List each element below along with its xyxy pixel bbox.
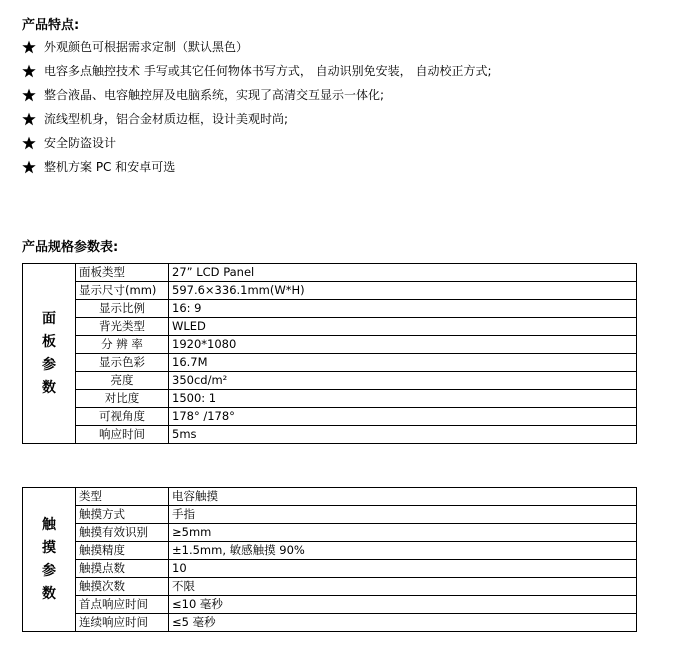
param-value: 16.7M bbox=[169, 354, 637, 372]
group-char: 摸 bbox=[42, 539, 56, 556]
table-row bbox=[23, 390, 637, 408]
star-bullet-icon bbox=[22, 64, 36, 78]
param-value: ≤10 毫秒 bbox=[169, 596, 637, 614]
param-value: ≥5mm bbox=[169, 524, 637, 542]
table-row bbox=[23, 488, 637, 506]
feature-text: 整合液晶、电容触控屏及电脑系统，实现了高清交互显示一体化; bbox=[44, 88, 385, 102]
group-char: 面 bbox=[42, 310, 56, 327]
table-row bbox=[23, 542, 637, 560]
feature-item bbox=[22, 62, 492, 79]
group-label bbox=[23, 488, 76, 632]
feature-text: 安全防盗设计 bbox=[44, 136, 117, 150]
group-char: 数 bbox=[42, 379, 56, 396]
table-row bbox=[23, 524, 637, 542]
table-row bbox=[23, 354, 637, 372]
param-label: 响应时间 bbox=[76, 426, 169, 444]
param-value: WLED bbox=[169, 318, 637, 336]
group-char: 板 bbox=[42, 333, 56, 350]
table-row bbox=[23, 506, 637, 524]
panel-spec-table bbox=[22, 263, 637, 444]
param-label: 触摸有效识别 bbox=[76, 524, 169, 542]
param-label: 连续响应时间 bbox=[76, 614, 169, 632]
star-bullet-icon bbox=[22, 136, 36, 150]
param-value: 10 bbox=[169, 560, 637, 578]
param-value: ≤5 毫秒 bbox=[169, 614, 637, 632]
feature-item bbox=[22, 86, 384, 103]
param-label: 背光类型 bbox=[76, 318, 169, 336]
param-label: 触摸点数 bbox=[76, 560, 169, 578]
feature-item bbox=[22, 110, 288, 127]
table-row bbox=[23, 372, 637, 390]
param-label: 分 辨 率 bbox=[76, 336, 169, 354]
spec-heading: 产品规格参数表: bbox=[22, 240, 119, 255]
group-char: 数 bbox=[42, 585, 56, 602]
param-label: 亮度 bbox=[76, 372, 169, 390]
param-value: 1500: 1 bbox=[169, 390, 637, 408]
group-label bbox=[23, 264, 76, 444]
param-value: 597.6×336.1mm(W*H) bbox=[169, 282, 637, 300]
feature-text: 整机方案 PC 和安卓可选 bbox=[44, 160, 176, 174]
feature-item bbox=[22, 38, 248, 55]
param-label: 触摸方式 bbox=[76, 506, 169, 524]
feature-text: 流线型机身，铝合金材质边框，设计美观时尚; bbox=[44, 112, 289, 126]
star-bullet-icon bbox=[22, 88, 36, 102]
group-char: 触 bbox=[42, 516, 56, 533]
table-row bbox=[23, 336, 637, 354]
table-row bbox=[23, 318, 637, 336]
table-row bbox=[23, 408, 637, 426]
param-value: 16: 9 bbox=[169, 300, 637, 318]
features-heading: 产品特点: bbox=[22, 18, 80, 33]
param-value: 手指 bbox=[169, 506, 637, 524]
star-bullet-icon bbox=[22, 160, 36, 174]
group-char: 参 bbox=[42, 562, 56, 579]
table-row bbox=[23, 282, 637, 300]
param-label: 类型 bbox=[76, 488, 169, 506]
group-char: 参 bbox=[42, 356, 56, 373]
table-row bbox=[23, 578, 637, 596]
param-label: 可视角度 bbox=[76, 408, 169, 426]
feature-item bbox=[22, 134, 116, 151]
param-label: 显示比例 bbox=[76, 300, 169, 318]
table-row bbox=[23, 614, 637, 632]
feature-item bbox=[22, 158, 175, 175]
param-label: 显示尺寸(mm) bbox=[76, 282, 169, 300]
table-row bbox=[23, 264, 637, 282]
param-value: 178° /178° bbox=[169, 408, 637, 426]
table-row bbox=[23, 596, 637, 614]
param-label: 触摸次数 bbox=[76, 578, 169, 596]
param-value: 27” LCD Panel bbox=[169, 264, 637, 282]
param-value: 5ms bbox=[169, 426, 637, 444]
param-value: 350cd/m² bbox=[169, 372, 637, 390]
param-label: 对比度 bbox=[76, 390, 169, 408]
feature-text: 外观颜色可根据需求定制（默认黑色） bbox=[44, 40, 249, 54]
param-label: 显示色彩 bbox=[76, 354, 169, 372]
table-row bbox=[23, 560, 637, 578]
param-label: 触摸精度 bbox=[76, 542, 169, 560]
param-label: 首点响应时间 bbox=[76, 596, 169, 614]
feature-text: 电容多点触控技术 手写或其它任何物体书写方式， 自动识别免安装， 自动校正方式; bbox=[44, 64, 492, 78]
table-row bbox=[23, 300, 637, 318]
param-value: 不限 bbox=[169, 578, 637, 596]
star-bullet-icon bbox=[22, 40, 36, 54]
param-value: ±1.5mm, 敏感触摸 90% bbox=[169, 542, 637, 560]
param-value: 1920*1080 bbox=[169, 336, 637, 354]
touch-spec-table bbox=[22, 487, 637, 632]
star-bullet-icon bbox=[22, 112, 36, 126]
param-value: 电容触摸 bbox=[169, 488, 637, 506]
table-row bbox=[23, 426, 637, 444]
param-label: 面板类型 bbox=[76, 264, 169, 282]
